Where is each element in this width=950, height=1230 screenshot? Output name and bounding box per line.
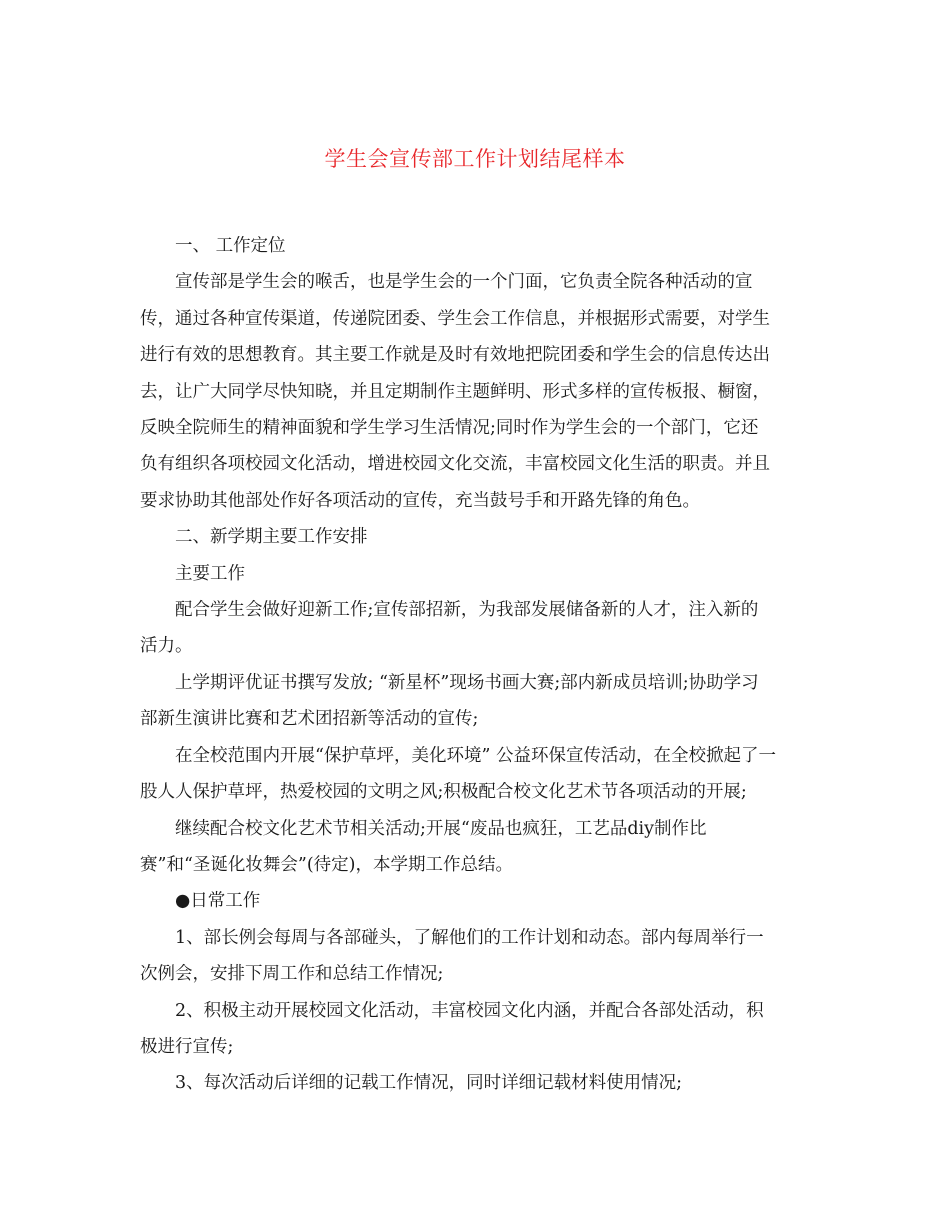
paragraph-line: 部新生演讲比赛和艺术团招新等活动的宣传;: [140, 709, 479, 730]
paragraph-line: 赛”和“圣诞化妆舞会”(待定)，本学期工作总结。: [140, 854, 513, 875]
paragraph-line: 进行有效的思想教育。其主要工作就是及时有效地把院团委和学生会的信息传达出: [140, 345, 770, 366]
paragraph-line: 2、积极主动开展校园文化活动，丰富校园文化内涵，并配合各部处活动，积: [175, 1000, 764, 1021]
paragraph: [140, 811, 814, 884]
paragraph-line: 去，让广大同学尽快知晓，并且定期制作主题鲜明、形式多样的宣传板报、橱窗，: [140, 381, 770, 402]
paragraph: [140, 228, 814, 264]
document-body: [140, 228, 814, 1102]
paragraph-line: 股人人保护草坪，热爱校园的文明之风;积极配合校文化艺术节各项活动的开展;: [140, 782, 747, 803]
paragraph-line: 1、部长例会每周与各部碰头，了解他们的工作计划和动态。部内每周举行一: [175, 927, 764, 948]
paragraph: [140, 993, 814, 1066]
paragraph: [140, 592, 814, 665]
paragraph-line: 上学期评优证书撰写发放; “新星杯”现场书画大赛;部内新成员培训;协助学习: [175, 672, 759, 693]
paragraph-line: 极进行宣传;: [140, 1036, 234, 1057]
paragraph: [140, 665, 814, 738]
paragraph: [140, 920, 814, 993]
paragraph-line: 一、 工作定位: [175, 236, 286, 256]
paragraph: [140, 883, 814, 919]
paragraph-line: 活力。: [140, 636, 193, 657]
paragraph-line: 传，通过各种宣传渠道，传递院团委、学生会工作信息，并根据形式需要，对学生: [140, 308, 770, 329]
paragraph-line: 负有组织各项校园文化活动，增进校园文化交流，丰富校园文化生活的职责。并且: [140, 454, 770, 475]
paragraph-line: 配合学生会做好迎新工作;宣传部招新，为我部发展储备新的人才，注入新的: [175, 600, 759, 621]
paragraph: [140, 519, 814, 555]
paragraph-line: 3、每次活动后详细的记载工作情况，同时详细记载材料使用情况;: [175, 1073, 683, 1094]
paragraph-line: 在全校范围内开展“保护草坪，美化环境” 公益环保宣传活动，在全校掀起了一: [175, 745, 776, 766]
paragraph-line: 宣传部是学生会的喉舌，也是学生会的一个门面，它负责全院各种活动的宣: [175, 272, 753, 293]
paragraph-line: 要求协助其他部处作好各项活动的宣传，充当鼓号手和开路先锋的角色。: [140, 490, 700, 511]
paragraph-line: ●日常工作: [175, 891, 261, 912]
paragraph-line: 反映全院师生的精神面貌和学生学习生活情况;同时作为学生会的一个部门，它还: [140, 418, 759, 439]
paragraph-line: 次例会，安排下周工作和总结工作情况;: [140, 964, 444, 985]
paragraph-line: 继续配合校文化艺术节相关活动;开展“废品也疯狂，工艺品diy制作比: [175, 818, 707, 839]
paragraph: [140, 738, 814, 811]
paragraph-line: 二、新学期主要工作安排: [175, 527, 368, 548]
paragraph-line: 主要工作: [175, 563, 245, 584]
document-title: 学生会宣传部工作计划结尾样本: [324, 147, 626, 171]
paragraph: [140, 1065, 814, 1101]
paragraph: [140, 264, 814, 519]
paragraph: [140, 556, 814, 592]
